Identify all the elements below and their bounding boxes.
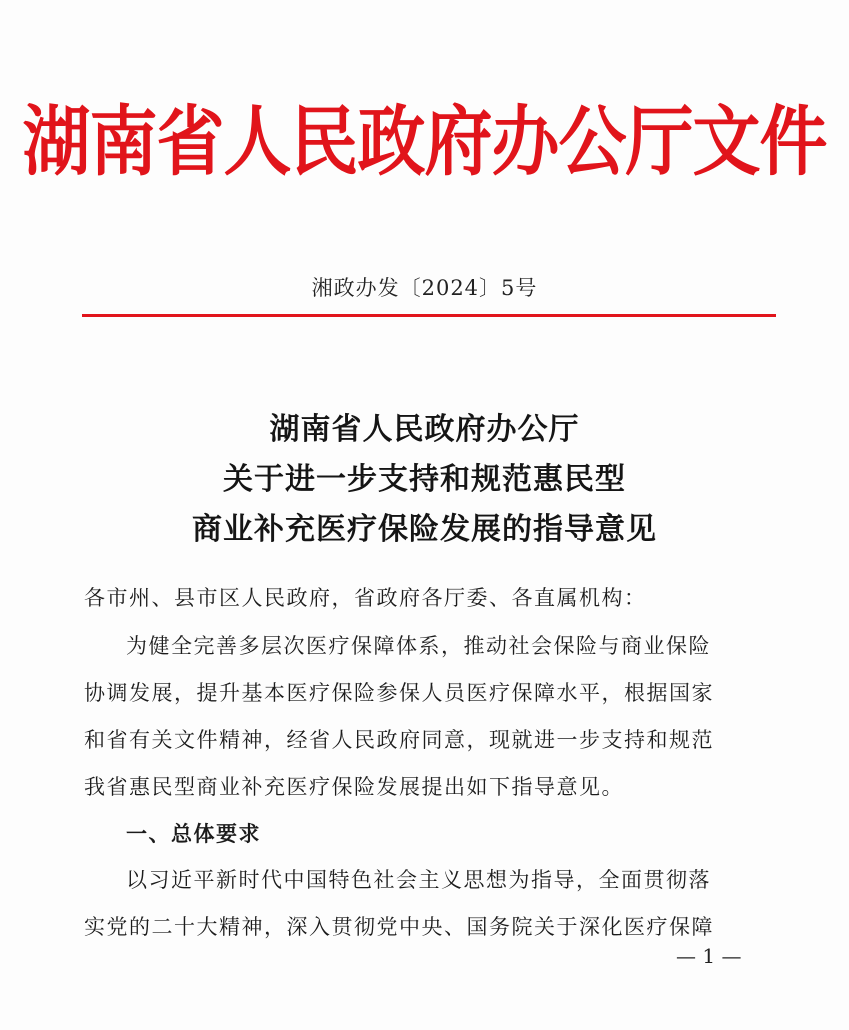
paragraph-2-line-2: 实党的二十大精神，深入贯彻党中央、国务院关于深化医疗保障: [84, 915, 714, 939]
document-masthead: 湖南省人民政府办公厅文件: [22, 97, 827, 188]
section-1-heading: 一、总体要求: [126, 822, 261, 846]
paragraph-1-line-3: 和省有关文件精神，经省人民政府同意，现就进一步支持和规范: [84, 728, 714, 752]
paragraph-1-line-4: 我省惠民型商业补充医疗保险发展提出如下指导意见。: [84, 775, 624, 799]
page-number: — 1 —: [676, 944, 742, 968]
document-title-line-3: 商业补充医疗保险发展的指导意见: [192, 512, 657, 547]
paragraph-1-line-2: 协调发展，提升基本医疗保险参保人员医疗保障水平，根据国家: [84, 681, 714, 705]
addressee-line: 各市州、县市区人民政府，省政府各厅委、各直属机构：: [84, 586, 647, 610]
document-title-line-1: 湖南省人民政府办公厅: [269, 412, 580, 447]
document-number: 湘政办发〔2024〕5号: [311, 276, 538, 300]
paragraph-2-line-1: 以习近平新时代中国特色社会主义思想为指导，全面贯彻落: [126, 868, 711, 892]
document-title-line-2: 关于进一步支持和规范惠民型: [223, 462, 626, 497]
red-separator-line: [82, 314, 776, 317]
paragraph-1-line-1: 为健全完善多层次医疗保障体系，推动社会保险与商业保险: [126, 634, 711, 658]
